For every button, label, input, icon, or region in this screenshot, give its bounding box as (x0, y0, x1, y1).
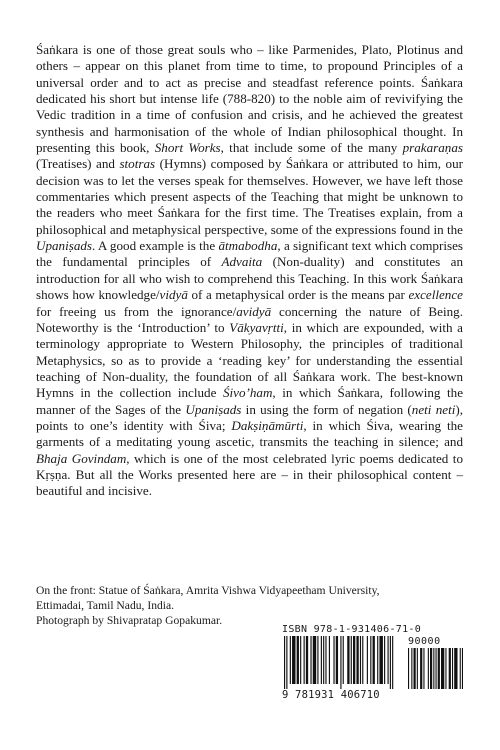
barcode-bar (336, 636, 338, 684)
barcode-addon-bar (430, 648, 432, 689)
barcode-addon-bar (449, 648, 451, 689)
barcode-addon-bar (411, 648, 412, 689)
barcode-bar (306, 636, 308, 684)
italic-term: Vākyavṛtti (229, 319, 284, 335)
barcode-addon-bar (438, 648, 440, 689)
barcode-addon-bar (423, 648, 424, 689)
barcode-bar (304, 636, 305, 684)
isbn-barcode (282, 624, 466, 704)
blurb-text-run: , in which are expounded, with a terminology appropriate to Western Philosophy, the principles of traditional Metaphysics, so as to provide a ‘reading key’ for understanding the essential teaching of Non-duality, the foundation of all Śaṅkara work. The best-known Hymns in the collection include (36, 319, 463, 401)
italic-term: prakaraṇas (402, 140, 463, 156)
italic-term: Advaita (221, 254, 263, 270)
barcode-addon-bar (441, 648, 444, 689)
barcode-bar (323, 636, 324, 684)
blurb-text-run: . A good example is the (92, 238, 219, 254)
barcode-bar (360, 636, 361, 684)
barcode-addon-bar (420, 648, 422, 689)
barcode-bar (347, 636, 349, 684)
barcode-bars (282, 636, 466, 690)
barcode-addon-bar (445, 648, 446, 689)
barcode-addon-bar (408, 648, 409, 689)
barcode-addon-bar (452, 648, 453, 689)
blurb-text-run: concerning the nature of Being. Noteworthy is the ‘Introduction’ to (36, 303, 463, 335)
blurb-text-run: , in which Śiva, wearing the garments of a meditating young ascetic, transmits the teaching in silence; and (36, 417, 463, 450)
blurb-text-run: ), points to one’s identity with Śiva; (36, 401, 463, 433)
barcode-bar (300, 636, 301, 684)
isbn-label: ISBN 978-1-931406-71-0 (282, 624, 422, 635)
barcode-bar (388, 636, 389, 684)
blurb-text-run: , that include some of the many (220, 140, 403, 156)
barcode-bar (325, 636, 326, 684)
barcode-addon-bar (433, 648, 434, 689)
blurb-paragraph (36, 42, 463, 500)
italic-term: vidyā (159, 287, 188, 303)
blurb-text-run: (Hymns) composed by Śaṅkara or attributed to him, our decision was to let the verses speak for themselves. However, we have left those commentaries which present aspects of the Teaching that might be unknown to the readers who meet Śaṅkara for the first time. The Treatises explain, from a philosophical and metaphysical perspective, some of the expressions found in the (36, 156, 463, 237)
blurb-text-run: , a significant text which comprises the fundamental principles of (36, 238, 463, 270)
barcode-bar (317, 636, 318, 684)
italic-term: Short Works (154, 140, 221, 156)
blurb-text-run: , which is one of the most celebrated lyric poems dedicated to Kṛṣṇa. But all the Works presented here are – in their philosophical content – beautiful and incisive. (36, 450, 463, 499)
barcode-bar (321, 636, 322, 684)
barcode-bar (297, 636, 299, 684)
barcode-bar (292, 636, 295, 684)
barcode-bar (313, 636, 316, 684)
blurb-text-run: Śaṅkara is one of those great souls who – like Parmenides, Plato, Plotinus and others – appear on this planet from time to time, to propound Principles of a universal order and to act as precise and steadfast reference points. Śaṅkara dedicated his short but intense life (788-820) to the noble aim of revivifying the Vedic tradition in a time of confusion and crisis, and he achieved the greatest synthesis and harmonisation of the whole of Indian philosophical thought. In presenting this book, (36, 42, 463, 156)
barcode-bar (379, 636, 382, 684)
barcode-bar (284, 636, 285, 689)
credit-line: On the front: Statue of Śaṅkara, Amrita Vishwa Vidyapeetham University, (36, 584, 380, 597)
italic-term: Upaniṣads (36, 238, 93, 254)
barcode-bar (392, 636, 393, 689)
barcode-bar (390, 636, 391, 689)
barcode-addon-bar (436, 648, 437, 689)
credit-line: Ettimadai, Tamil Nadu, India. (36, 599, 175, 613)
barcode-addon-bar (428, 648, 429, 689)
barcode-addon-bar (462, 648, 463, 689)
barcode-bar (333, 636, 334, 684)
barcode-addon-bar (454, 648, 457, 689)
barcode-bar (351, 636, 352, 684)
barcode-addon-bar (417, 648, 418, 689)
barcode-bar (340, 636, 341, 689)
italic-term: stotras (119, 156, 156, 172)
blurb-text-run: in using the form of negation ( (241, 401, 412, 417)
barcode-bar (362, 636, 363, 684)
italic-term: Bhaja Govindam (36, 450, 127, 466)
italic-term: avidyā (236, 303, 272, 319)
blurb-text (36, 42, 463, 500)
barcode-bar (373, 636, 375, 684)
barcode-addon-bar (460, 648, 461, 689)
barcode-bar (353, 636, 355, 684)
blurb-text-run: for freeing us from the ignorance/ (36, 303, 237, 319)
italic-term: neti neti (411, 401, 456, 417)
credit-line: Photograph by Shivapratap Gopakumar. (36, 614, 223, 628)
blurb-text-run: (Non-duality) and constitutes an introduction for all who wish to comprehend this Teaching. In this work Śaṅkara shows how knowledge/ (36, 254, 463, 303)
barcode-bar (329, 636, 330, 684)
barcode-addon-bar (414, 648, 416, 689)
italic-term: Śivo’ham (222, 385, 273, 401)
barcode-bar (343, 636, 344, 684)
italic-term: Dakṣiṇāmūrti (231, 417, 304, 433)
barcode-bar (310, 636, 311, 684)
blurb-text-run: (Treatises) and (36, 156, 120, 172)
barcode-bar (367, 636, 368, 684)
barcode-bar (290, 636, 291, 684)
barcode-addon-digits: 90000 (408, 636, 441, 647)
italic-term: ātmabodha (218, 238, 278, 254)
barcode-bar (377, 636, 378, 684)
barcode-bar (370, 636, 371, 684)
blurb-text-run: , in which Śaṅkara, following the manner of the Sages of the (36, 385, 464, 417)
italic-term: Upaniṣads (185, 401, 242, 417)
barcode-bar (384, 636, 385, 684)
cover-credits (36, 583, 396, 629)
barcode-bar (356, 636, 358, 684)
barcode-digits: 9 781931 406710 (282, 689, 380, 701)
blurb-text-run: of a metaphysical order is the means par (187, 287, 409, 303)
barcode-bar (286, 636, 287, 689)
italic-term: excellence (408, 287, 463, 303)
